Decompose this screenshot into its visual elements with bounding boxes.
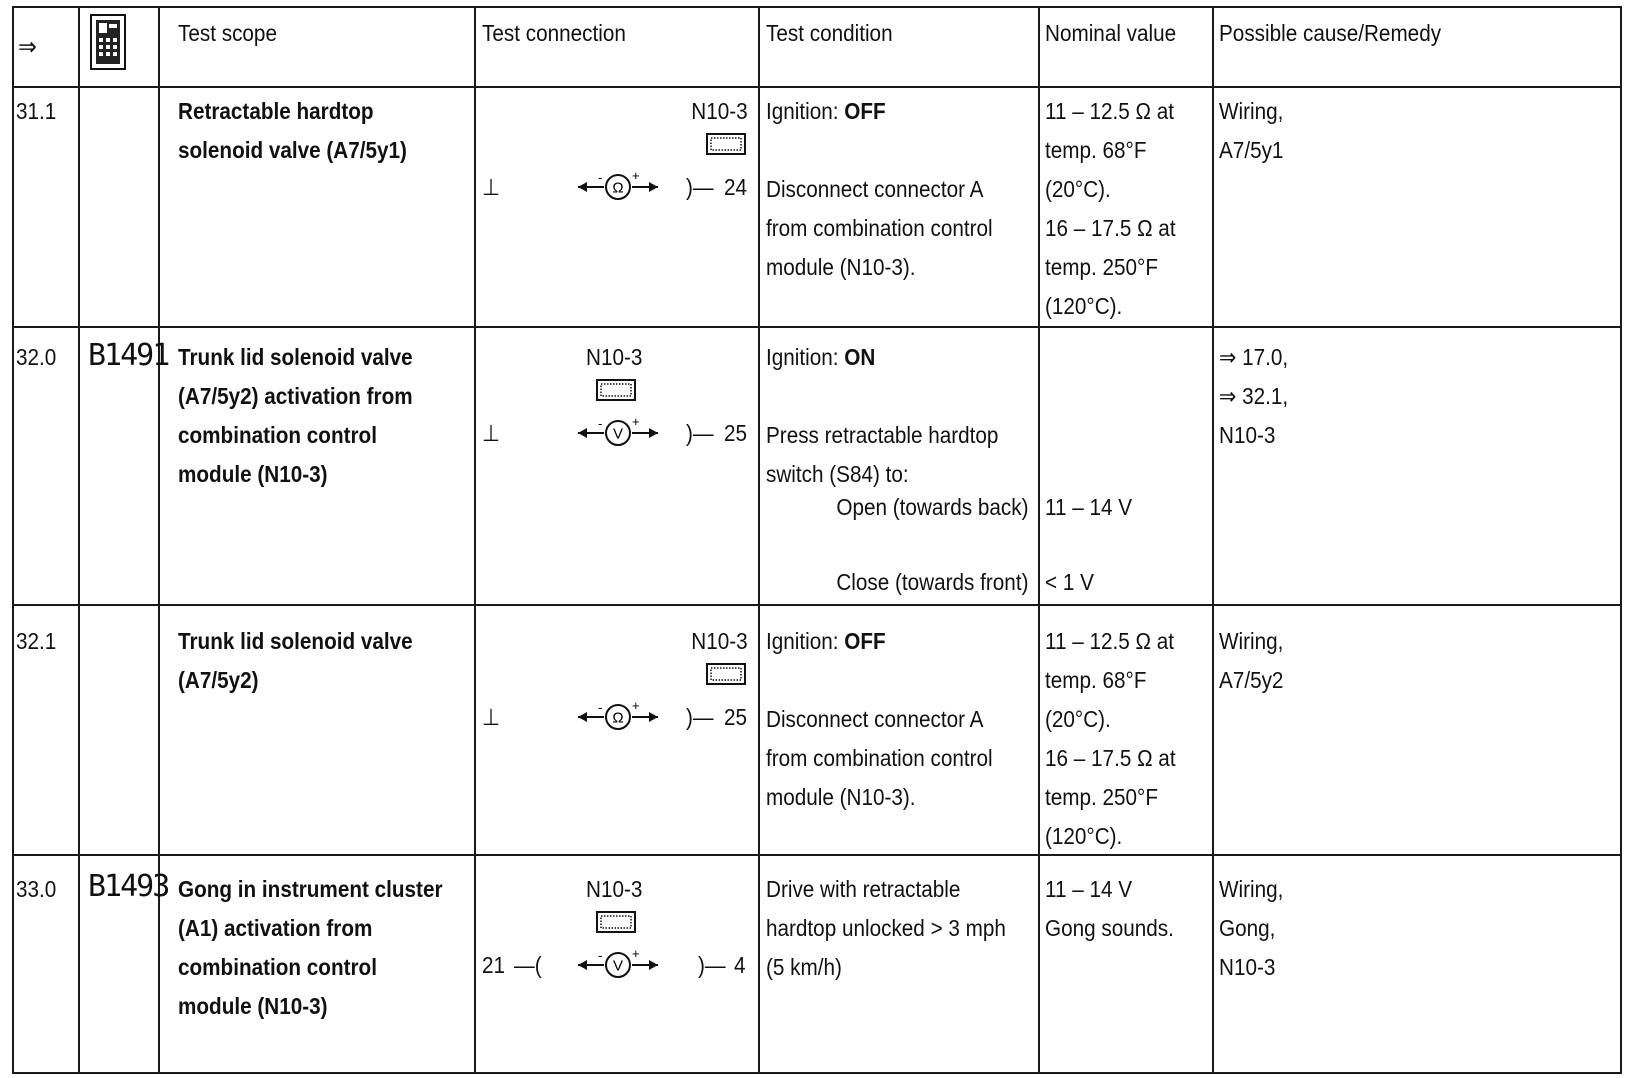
condition-line: Press retractable hardtop [766,422,999,448]
voltmeter-icon [578,948,658,982]
pin-number: 25 [724,704,748,730]
column-divider [1038,8,1040,1072]
svg-text:+: + [632,414,640,429]
test-scope [178,622,413,700]
scope-line: (A1) activation from [178,915,373,941]
condition-text: Ignition: [766,628,845,654]
ignition-state: ON [844,344,876,370]
nominal-line: (20°C). [1045,706,1111,732]
spacer [766,661,993,700]
arrow-header: ⇒ [18,33,37,61]
scope-line: Gong in instrument cluster [178,876,443,902]
row-divider [14,854,1620,856]
meter-symbol: Ω [612,709,624,727]
cause-line: Wiring, [1219,98,1284,124]
scope-line: combination control [178,422,377,448]
voltmeter-icon [578,416,658,450]
test-condition [766,870,1006,987]
scope-line: Trunk lid solenoid valve [178,628,413,654]
nominal-value-header: Nominal value [1045,20,1177,46]
condition-line: module (N10-3). [766,254,916,280]
row-divider [14,326,1620,328]
open-condition: Open (towards back) [835,494,1028,520]
nominal-open: 11 – 14 V [1045,494,1133,520]
module-label: N10-3 [691,628,748,654]
ground-symbol: ⊥ [482,704,501,730]
pin-connector-symbol: )— [686,420,714,446]
spacer [766,377,998,416]
svg-text:-: - [598,948,603,963]
scope-line: (A7/5y2) activation from [178,383,413,409]
cause-line: Wiring, [1219,876,1284,902]
meter-symbol: V [612,957,624,975]
nominal-line: temp. 68°F [1045,137,1147,163]
test-scope [178,92,407,170]
condition-line: Disconnect connector A [766,706,984,732]
step-number: 33.0 [16,876,57,902]
condition-line: from combination control [766,745,993,771]
pin-connector-symbol: )— [686,174,714,200]
ground-symbol: ⊥ [482,174,501,200]
ignition-line [766,92,993,131]
nominal-line: 11 – 14 V [1045,876,1133,902]
spacer [766,131,993,170]
possible-cause [1219,92,1283,170]
nominal-value [1045,622,1176,856]
svg-text:+: + [632,168,640,183]
svg-text:-: - [598,700,603,715]
ohmmeter-icon [578,170,658,204]
nominal-line: 11 – 12.5 Ω at [1045,98,1175,124]
column-divider [78,8,80,1072]
nominal-line: temp. 68°F [1045,667,1147,693]
pin-connector-symbol: )— [686,704,714,730]
nominal-line: 11 – 12.5 Ω at [1045,628,1175,654]
step-number: 32.0 [16,344,57,370]
test-condition [766,338,998,494]
svg-text:+: + [632,698,640,713]
cause-line: A7/5y2 [1219,667,1284,693]
nominal-line: 16 – 17.5 Ω at [1045,745,1176,771]
nominal-line: (120°C). [1045,823,1123,849]
step-number: 32.1 [16,628,57,654]
column-divider [474,8,476,1072]
test-connection-header: Test connection [482,20,626,46]
possible-cause [1219,870,1283,987]
pin-number: 4 [734,952,746,978]
connector-icon [596,910,638,936]
step-number: 31.1 [16,98,57,124]
module-label: N10-3 [586,344,643,370]
possible-cause [1219,338,1288,455]
scope-line: (A7/5y2) [178,667,259,693]
condition-line: Drive with retractable [766,876,961,902]
row-divider [14,604,1620,606]
cause-line: A7/5y1 [1219,137,1284,163]
cause-line: N10-3 [1219,422,1276,448]
socket-connector-symbol: —( [514,952,542,978]
row-divider [14,86,1620,88]
possible-cause [1219,622,1283,700]
condition-text: Ignition: [766,344,845,370]
ground-symbol: ⊥ [482,420,501,446]
connector-icon [706,132,748,158]
condition-line: (5 km/h) [766,954,842,980]
module-label: N10-3 [691,98,748,124]
test-scope-header: Test scope [178,20,277,46]
scope-line: Retractable hardtop [178,98,374,124]
nominal-value [1045,92,1176,326]
test-scope [178,870,443,1026]
connector-icon [706,662,748,688]
column-divider [758,8,760,1072]
module-label: N10-3 [586,876,643,902]
scope-line: solenoid valve (A7/5y1) [178,137,407,163]
test-condition [766,92,993,287]
meter-symbol: Ω [612,179,624,197]
scope-line: Trunk lid solenoid valve [178,344,413,370]
nominal-line: temp. 250°F [1045,784,1158,810]
condition-text: Ignition: [766,98,845,124]
possible-cause-header: Possible cause/Remedy [1219,20,1442,46]
ohmmeter-icon [578,700,658,734]
test-scope [178,338,413,494]
pin-number: 24 [724,174,748,200]
cause-line[interactable]: ⇒ 32.1, [1219,383,1289,409]
column-divider [1212,8,1214,1072]
condition-line: from combination control [766,215,993,241]
condition-line: hardtop unlocked > 3 mph [766,915,1006,941]
diagnostic-tester-icon [88,14,128,70]
fault-code: B1491 [88,338,169,373]
column-divider [158,8,160,1072]
scope-line: module (N10-3) [178,993,328,1019]
condition-line: Disconnect connector A [766,176,984,202]
nominal-close: < 1 V [1045,569,1094,595]
ignition-line [766,338,998,377]
nominal-line: Gong sounds. [1045,915,1174,941]
fault-code: B1493 [88,869,169,904]
ignition-state: OFF [844,98,886,124]
svg-text:-: - [598,170,603,185]
pin-connector-symbol: )— [698,952,726,978]
condition-line: module (N10-3). [766,784,916,810]
condition-line: switch (S84) to: [766,461,909,487]
connector-icon [596,378,638,404]
pin-number-left: 21 [482,952,506,978]
svg-text:-: - [598,416,603,431]
nominal-line: temp. 250°F [1045,254,1158,280]
close-condition: Close (towards front) [835,569,1028,595]
meter-symbol: V [612,425,624,443]
nominal-line: (20°C). [1045,176,1111,202]
ignition-state: OFF [844,628,886,654]
cause-line[interactable]: ⇒ 17.0, [1219,344,1289,370]
cause-line: Wiring, [1219,628,1284,654]
scope-line: combination control [178,954,377,980]
svg-text:+: + [632,946,640,961]
cause-line: N10-3 [1219,954,1276,980]
nominal-line: 16 – 17.5 Ω at [1045,215,1176,241]
nominal-line: (120°C). [1045,293,1123,319]
scope-line: module (N10-3) [178,461,328,487]
pin-number: 25 [724,420,748,446]
nominal-value [1045,870,1174,948]
ignition-line [766,622,993,661]
test-condition [766,622,993,817]
cause-line: Gong, [1219,915,1276,941]
test-condition-header: Test condition [766,20,893,46]
